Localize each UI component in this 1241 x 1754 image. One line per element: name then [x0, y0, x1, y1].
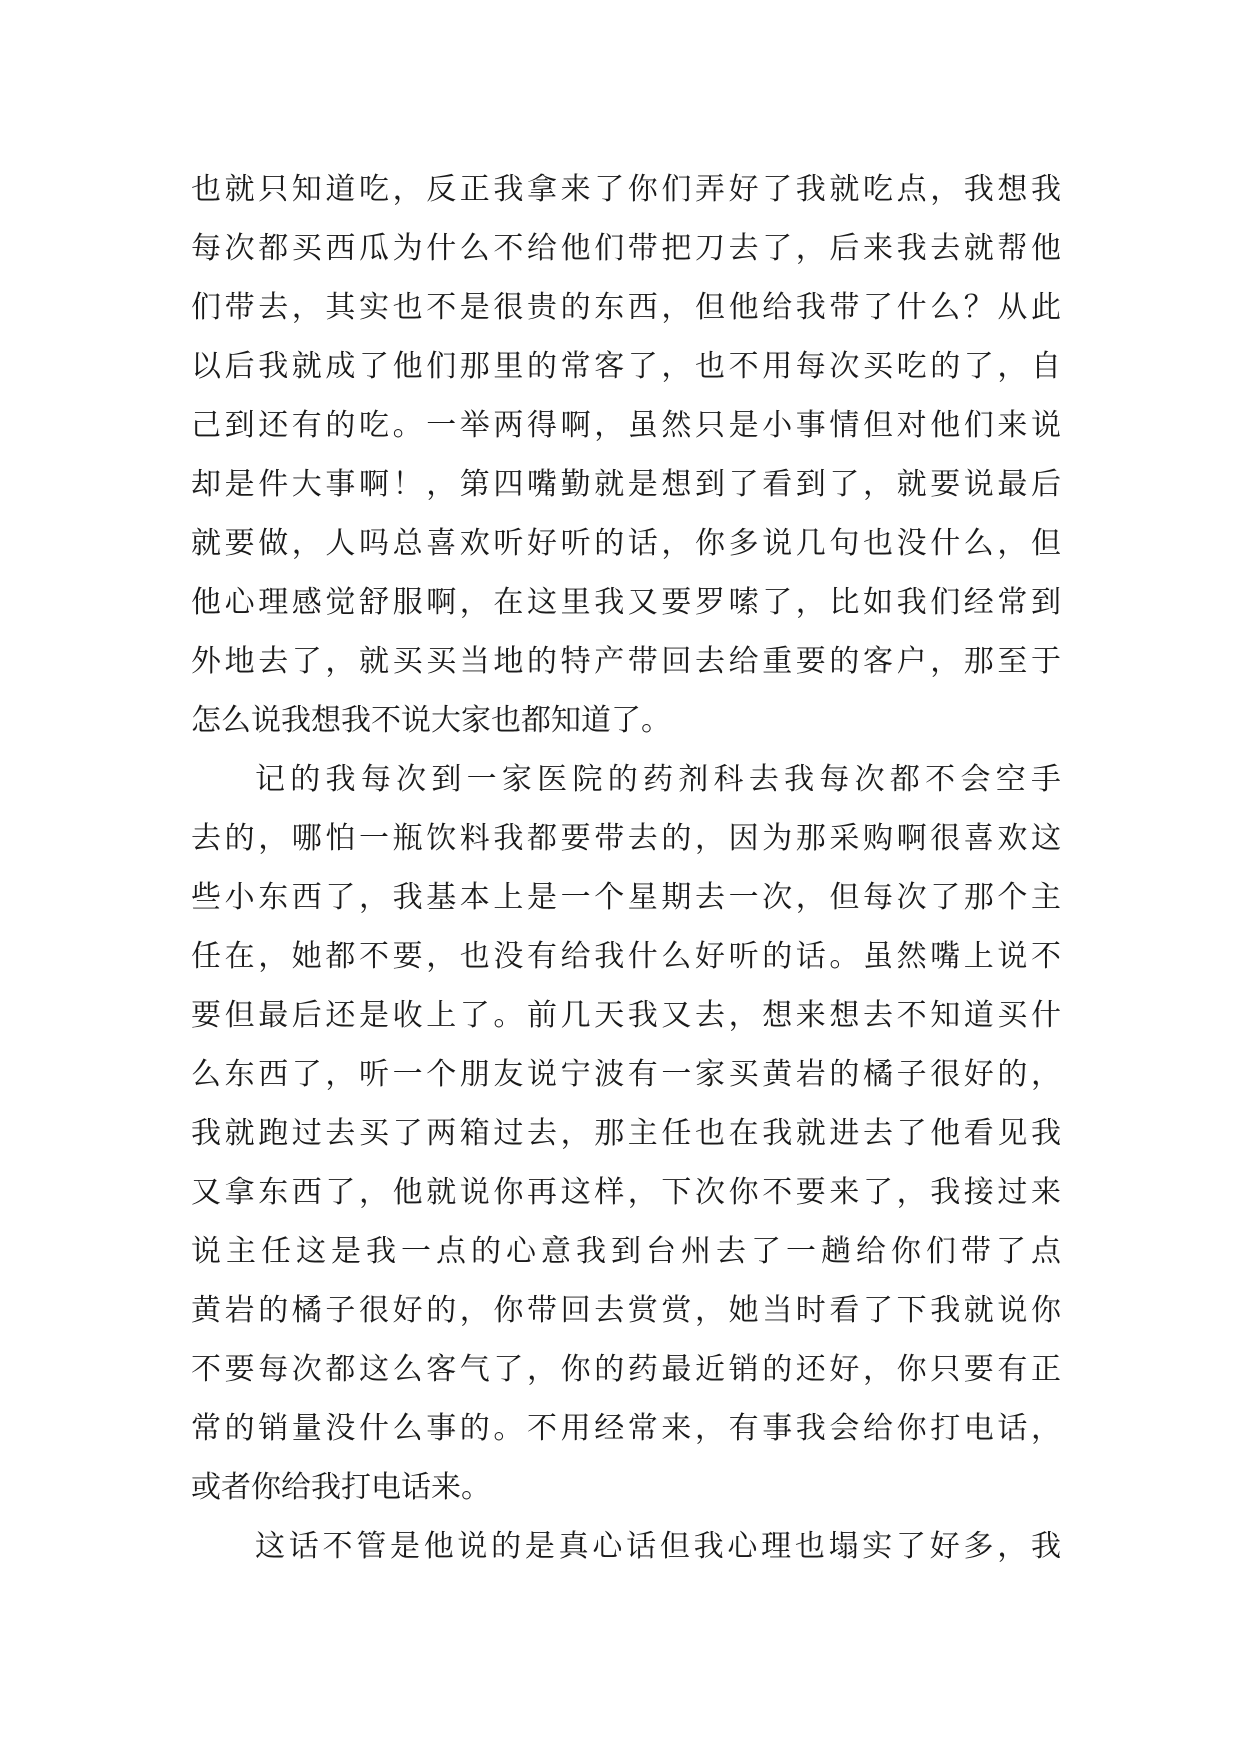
text-line: 么东西了，听一个朋友说宁波有一家买黄岩的橘子很好的， [191, 1057, 1061, 1092]
text-line: 就要做，人吗总喜欢听好听的话，你多说几句也没什么，但 [191, 526, 1061, 561]
body-text [191, 160, 1061, 1576]
text-line: 们带去，其实也不是很贵的东西，但他给我带了什么？从此 [191, 290, 1061, 325]
text-line: 去的，哪怕一瓶饮料我都要带去的，因为那采购啊很喜欢这 [191, 821, 1061, 856]
text-line: 这话不管是他说的是真心话但我心理也塌实了好多，我 [255, 1529, 1061, 1564]
text-line: 外地去了，就买买当地的特产带回去给重要的客户，那至于 [191, 644, 1061, 679]
text-line: 常的销量没什么事的。不用经常来，有事我会给你打电话， [191, 1411, 1061, 1446]
text-line: 怎么说我想我不说大家也都知道了。 [191, 703, 671, 738]
text-line: 又拿东西了，他就说你再这样，下次你不要来了，我接过来 [191, 1175, 1061, 1210]
text-line: 不要每次都这么客气了，你的药最近销的还好，你只要有正 [191, 1352, 1061, 1387]
text-line: 或者你给我打电话来。 [191, 1470, 491, 1505]
text-line: 己到还有的吃。一举两得啊，虽然只是小事情但对他们来说 [191, 408, 1061, 443]
text-line: 他心理感觉舒服啊，在这里我又要罗嗦了，比如我们经常到 [191, 585, 1061, 620]
text-line: 以后我就成了他们那里的常客了，也不用每次买吃的了，自 [191, 349, 1061, 384]
text-line: 说主任这是我一点的心意我到台州去了一趟给你们带了点 [191, 1234, 1061, 1269]
text-line: 每次都买西瓜为什么不给他们带把刀去了，后来我去就帮他 [191, 231, 1061, 266]
text-line: 却是件大事啊！，第四嘴勤就是想到了看到了，就要说最后 [191, 467, 1061, 502]
text-line: 记的我每次到一家医院的药剂科去我每次都不会空手 [255, 762, 1061, 797]
text-line: 任在，她都不要，也没有给我什么好听的话。虽然嘴上说不 [191, 939, 1061, 974]
text-line: 我就跑过去买了两箱过去，那主任也在我就进去了他看见我 [191, 1116, 1061, 1151]
text-line: 些小东西了，我基本上是一个星期去一次，但每次了那个主 [191, 880, 1061, 915]
text-line: 也就只知道吃，反正我拿来了你们弄好了我就吃点，我想我 [191, 172, 1061, 207]
text-line: 要但最后还是收上了。前几天我又去，想来想去不知道买什 [191, 998, 1061, 1033]
text-line: 黄岩的橘子很好的，你带回去赏赏，她当时看了下我就说你 [191, 1293, 1061, 1328]
